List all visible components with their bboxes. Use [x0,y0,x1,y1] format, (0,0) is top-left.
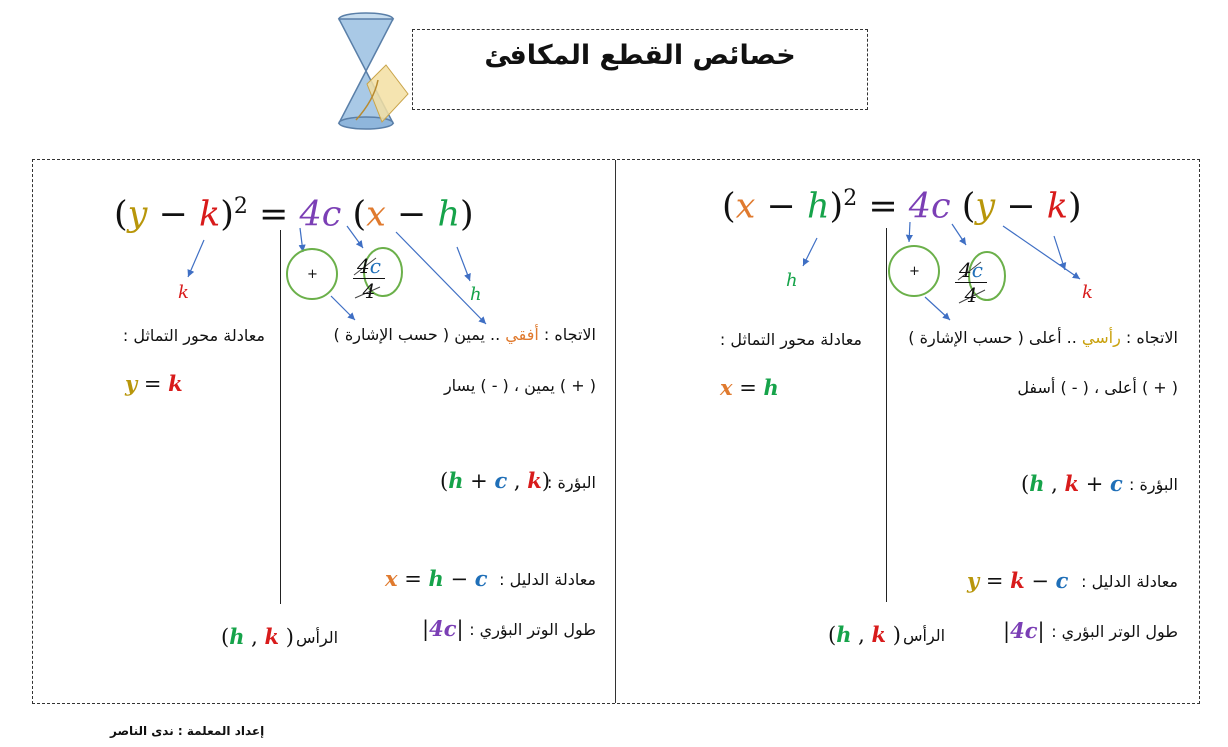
left-plus-sign: + [307,267,318,282]
right-axis-label: معادلة محور التماثل : [719,330,862,349]
left-vertex-label: الرأس [296,628,339,647]
right-latus-label: طول الوتر البؤري : [1051,622,1178,641]
right-focus-label: البؤرة : [1129,475,1178,494]
right-directrix-value: y = k − c [967,568,1069,593]
left-directrix-label: معادلة الدليل : [499,570,596,589]
left-axis-label: معادلة محور التماثل : [122,326,265,345]
left-direction: الاتجاه : أفقي .. يمين ( حسب الإشارة ) [333,325,596,344]
right-signs: ( + ) أعلى ، ( - ) أسفل [1017,378,1178,397]
right-axis-equation: x = h [720,375,779,400]
author-credit: إعداد المعلمة : ندى الناصر [110,724,265,738]
right-label-k: k [1082,282,1093,303]
left-vertex-value: (h , k ) [221,624,294,649]
left-focus-value: (h + c , k) [440,468,551,493]
right-focus-value: (h , k + c [1021,471,1123,496]
right-directrix-label: معادلة الدليل : [1081,572,1178,591]
page-title: خصائص القطع المكافئ [484,40,796,71]
left-directrix-value: x = h − c [385,566,488,591]
right-latus-value: |4c| [1003,618,1045,643]
left-axis-equation: y = k [125,371,183,396]
right-fraction: $\frac{4c}{4}$ [955,258,987,307]
left-signs: ( + ) يمين ، ( - ) يسار [443,376,596,395]
left-label-h: h [470,284,482,305]
left-label-k: k [178,282,189,303]
left-standard-equation: $(y - k)^2 = 4c$ (x − h) [114,194,474,235]
left-fraction: $\frac{4c}{4}$ [353,254,385,303]
right-label-h: h [786,270,798,291]
right-standard-equation: $(x - h)^2 = 4c$ (y − k) [722,186,1082,227]
left-focus-label: البؤرة : [547,473,596,492]
right-direction: الاتجاه : رأسي .. أعلى ( حسب الإشارة ) [908,328,1178,347]
right-plus-sign: + [909,264,920,279]
left-latus-value: |4c| [422,616,464,641]
right-vertex-label: الرأس [903,626,946,645]
right-vertex-value: (h , k ) [828,622,901,647]
left-latus-label: طول الوتر البؤري : [469,620,596,639]
